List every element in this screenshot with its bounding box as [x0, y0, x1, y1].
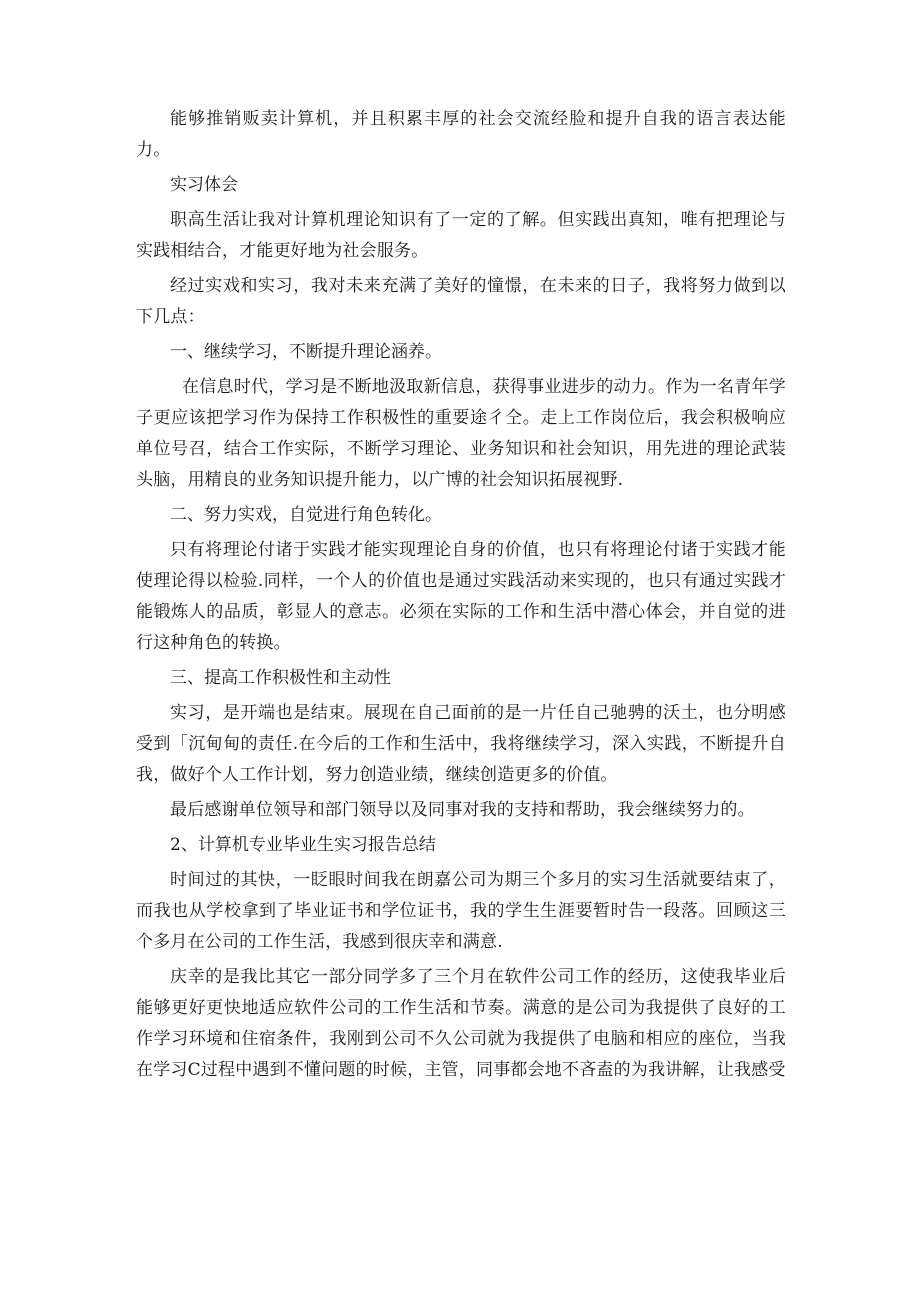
heading-report-summary: 2、计算机专业毕业生实习报告总结: [170, 835, 436, 855]
paragraph-intro-continued: 能够推销贩卖计算机，并且积累丰厚的社会交流经脸和提升自我的语言表达能力。: [136, 109, 786, 160]
heading-continue-learning: 一、继续学习，不断提升理论涵养。: [170, 342, 442, 362]
paragraph-vocational-study: 职高生活让我对计算机理论知识有了一定的了解。但实践出真知，唯有把理论与实践相结合，才能更好地为社会服务。: [136, 210, 786, 261]
paragraph-future-plans: 经过实戏和实习，我对未来充满了美好的憧憬，在未来的日子，我将努力做到以下几点：: [136, 276, 786, 327]
heading-work-initiative: 三、提高工作积极性和主动性: [170, 668, 391, 688]
heading-practice-role-change: 二、努力实戏，自觉进行角色转化。: [170, 505, 442, 525]
paragraph-theory-practice: 只有将理论付诸于实践才能实现理论自身的价值，也只有将理论付诸于实践才能使理论得以检验.同样，一个人的价值也是通过实践活动来实现的，也只有通过实践才能锻炼人的品质，彰显人的意志。必须在实际的工作和生活中潜心体会，并自觉的进行这种角色的转换。: [136, 540, 786, 653]
paragraph-thanks: 最后感谢单位领导和部门领导以及同事对我的支持和帮助，我会继续努力的。: [170, 800, 755, 820]
paragraph-time-flies: 时间过的其快，一眨眼时间我在朗嘉公司为期三个多月的实习生活就要结束了，而我也从学校拿到了毕业证书和学位证书，我的学生生涯要暂时告一段落。回顾这三个多月在公司的工作生活，我感到很庆幸和满意.: [136, 870, 786, 952]
paragraph-fortunate: 庆幸的是我比其它一部分同学多了三个月在软件公司工作的经历，这使我毕业后能够更好更快地适应软件公司的工作生活和节奏。满意的是公司为我提供了良好的工作学习环境和住宿条件，我刚到公司不久公司就为我提供了电脑和相应的座位，当我在学习C过程中遇到不懂问题的时候，主管，同事都会地不吝盍的为我讲解，让我感受: [136, 967, 786, 1080]
document-body: [136, 104, 786, 1086]
section-heading-internship-experience: 实习体会: [170, 175, 238, 195]
paragraph-beginning-and-end: 实习，是开端也是结束。展现在自己面前的是一片任自己驰骋的沃土，也分明感受到「沉甸甸的责任.在今后的工作和生活中，我将继续学习，深入实践，不断提升自我，做好个人工作计划，努力创造业绩，继续创造更多的价值。: [136, 703, 786, 785]
paragraph-information-age: 在信息时代，学习是不断地汲取新信息，获得事业进步的动力。作为一名青年学子更应该把学习作为保持工作积极性的重要途彳仝。走上工作岗位后，我会积极响应单位号召，结合工作实际，不断学习理论、业务知识和社会知识，用先进的理论武装头脑，用精良的业务知识提升能力，以广博的社会知识拓展视野.: [136, 377, 786, 490]
